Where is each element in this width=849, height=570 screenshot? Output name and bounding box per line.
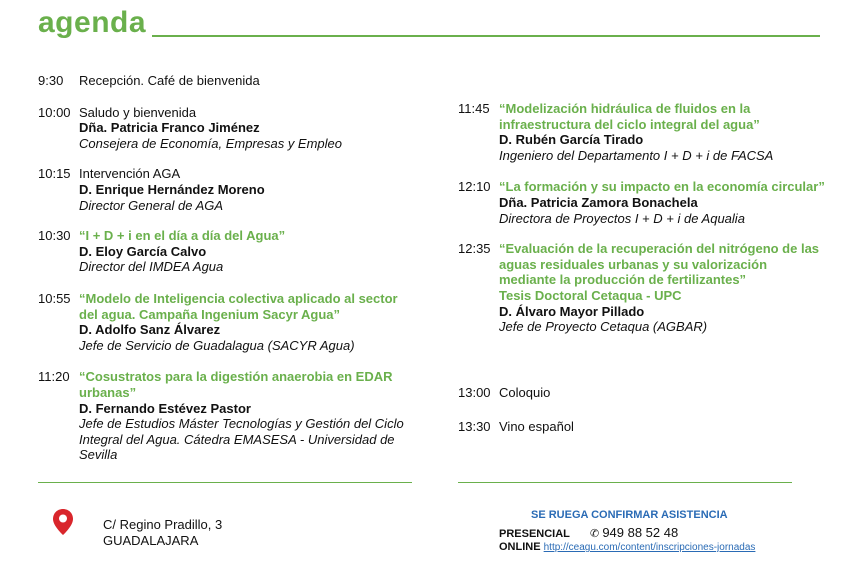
item-body	[79, 369, 438, 463]
talk-title: “Modelo de Inteligencia colectiva aplicado al sector	[79, 290, 398, 306]
agenda-left-column	[38, 73, 438, 463]
agenda-item	[38, 291, 438, 353]
speaker-role: Sevilla	[79, 447, 118, 463]
item-time: 10:30	[38, 228, 71, 244]
agenda-item	[458, 101, 848, 163]
speaker-role: Consejera de Economía, Empresas y Empleo	[79, 135, 343, 151]
item-body	[499, 179, 848, 226]
item-text: Saludo y bienvenida	[79, 104, 197, 120]
speaker-role: Ingeniero del Departamento I + D + i de FACSA	[499, 147, 774, 163]
item-body	[79, 228, 438, 275]
presencial-label: PRESENCIAL	[499, 528, 570, 540]
agenda-item-vino	[458, 419, 848, 435]
speaker-name: D. Rubén García Tirado	[499, 132, 644, 148]
location-pin-icon	[52, 508, 74, 536]
talk-title: “Evaluación de la recuperación del nitrógeno de las	[499, 241, 820, 257]
item-body	[79, 291, 438, 353]
address-city: GUADALAJARA	[103, 532, 199, 548]
speaker-name: Dña. Patricia Franco Jiménez	[79, 120, 260, 136]
talk-title: aguas residuales urbanas y su valorización	[499, 256, 768, 272]
talk-title: Tesis Doctoral Cetaqua - UPC	[499, 287, 682, 303]
speaker-name: D. Enrique Hernández Moreno	[79, 181, 265, 197]
item-time: 12:10	[458, 179, 491, 195]
speaker-role: Directora de Proyectos I + D + i de Aqualia	[499, 210, 745, 226]
agenda-title: agenda	[38, 6, 147, 39]
item-time: 10:55	[38, 290, 71, 306]
registration-link[interactable]: http://ceagu.com/content/inscripciones-jornadas	[543, 542, 756, 553]
agenda-item	[38, 105, 438, 152]
speaker-role: Jefe de Proyecto Cetaqua (AGBAR)	[499, 319, 708, 335]
title-underline	[152, 35, 820, 37]
talk-title: mediante la producción de fertilizantes”	[499, 272, 747, 288]
speaker-name: Dña. Patricia Zamora Bonachela	[499, 194, 698, 210]
item-time: 12:35	[458, 241, 491, 257]
item-time: 10:00	[38, 104, 71, 120]
address	[103, 517, 222, 548]
item-body	[79, 105, 438, 152]
item-body	[79, 166, 438, 213]
agenda-item	[458, 179, 848, 226]
talk-title: del agua. Campaña Ingenium Sacyr Agua”	[79, 306, 341, 322]
item-text: Recepción. Café de bienvenida	[79, 73, 260, 88]
speaker-role: Integral del Agua. Cátedra EMASESA - Universidad de	[79, 431, 395, 447]
item-time: 10:15	[38, 166, 71, 182]
speaker-name: D. Álvaro Mayor Pillado	[499, 303, 645, 319]
talk-title: “Modelización hidráulica de fluidos en la	[499, 101, 751, 116]
speaker-role: Jefe de Estudios Máster Tecnologías y Gestión del Ciclo	[79, 416, 404, 432]
online-contact	[499, 541, 755, 553]
item-body	[499, 241, 848, 335]
agenda-item	[38, 228, 438, 275]
item-text: Vino español	[499, 418, 574, 434]
talk-title: infraestructura del ciclo integral del agua”	[499, 116, 760, 132]
closing-items	[458, 385, 848, 434]
address-street: C/ Regino Pradillo, 3	[103, 517, 223, 532]
speaker-role: Jefe de Servicio de Guadalagua (SACYR Agua)	[79, 337, 355, 353]
agenda-item	[38, 166, 438, 213]
agenda-item	[38, 369, 438, 463]
talk-title: “La formación y su impacto en la economía circular”	[499, 179, 825, 195]
phone-icon: ✆	[590, 528, 600, 540]
speaker-role: Director General de AGA	[79, 197, 224, 213]
speaker-role: Director del IMDEA Agua	[79, 259, 224, 275]
left-separator	[38, 482, 412, 483]
talk-title: “I + D + i en el día a día del Agua”	[79, 228, 286, 244]
item-text: Intervención AGA	[79, 166, 181, 182]
presencial-contact	[499, 525, 678, 540]
talk-title: “Cosustratos para la digestión anaerobia en EDAR	[79, 369, 393, 385]
agenda-item	[458, 241, 848, 335]
agenda-item-coloquio	[458, 385, 848, 401]
phone-number: 949 88 52 48	[602, 525, 679, 540]
item-body	[499, 101, 848, 163]
item-time: 11:20	[38, 369, 70, 385]
talk-title: urbanas”	[79, 384, 137, 400]
item-text: Coloquio	[499, 385, 551, 400]
item-time: 9:30	[38, 73, 64, 88]
item-body	[79, 73, 438, 89]
confirm-attendance: SE RUEGA CONFIRMAR ASISTENCIA	[531, 509, 728, 521]
item-time: 11:45	[458, 101, 490, 116]
speaker-name: D. Eloy García Calvo	[79, 243, 207, 259]
agenda-item	[38, 73, 438, 89]
online-label: ONLINE	[499, 541, 541, 553]
item-time: 13:30	[458, 418, 491, 434]
speaker-name: D. Fernando Estévez Pastor	[79, 400, 251, 416]
right-separator	[458, 482, 792, 483]
speaker-name: D. Adolfo Sanz Álvarez	[79, 322, 221, 338]
agenda-right-column	[458, 101, 848, 335]
item-time: 13:00	[458, 385, 491, 400]
